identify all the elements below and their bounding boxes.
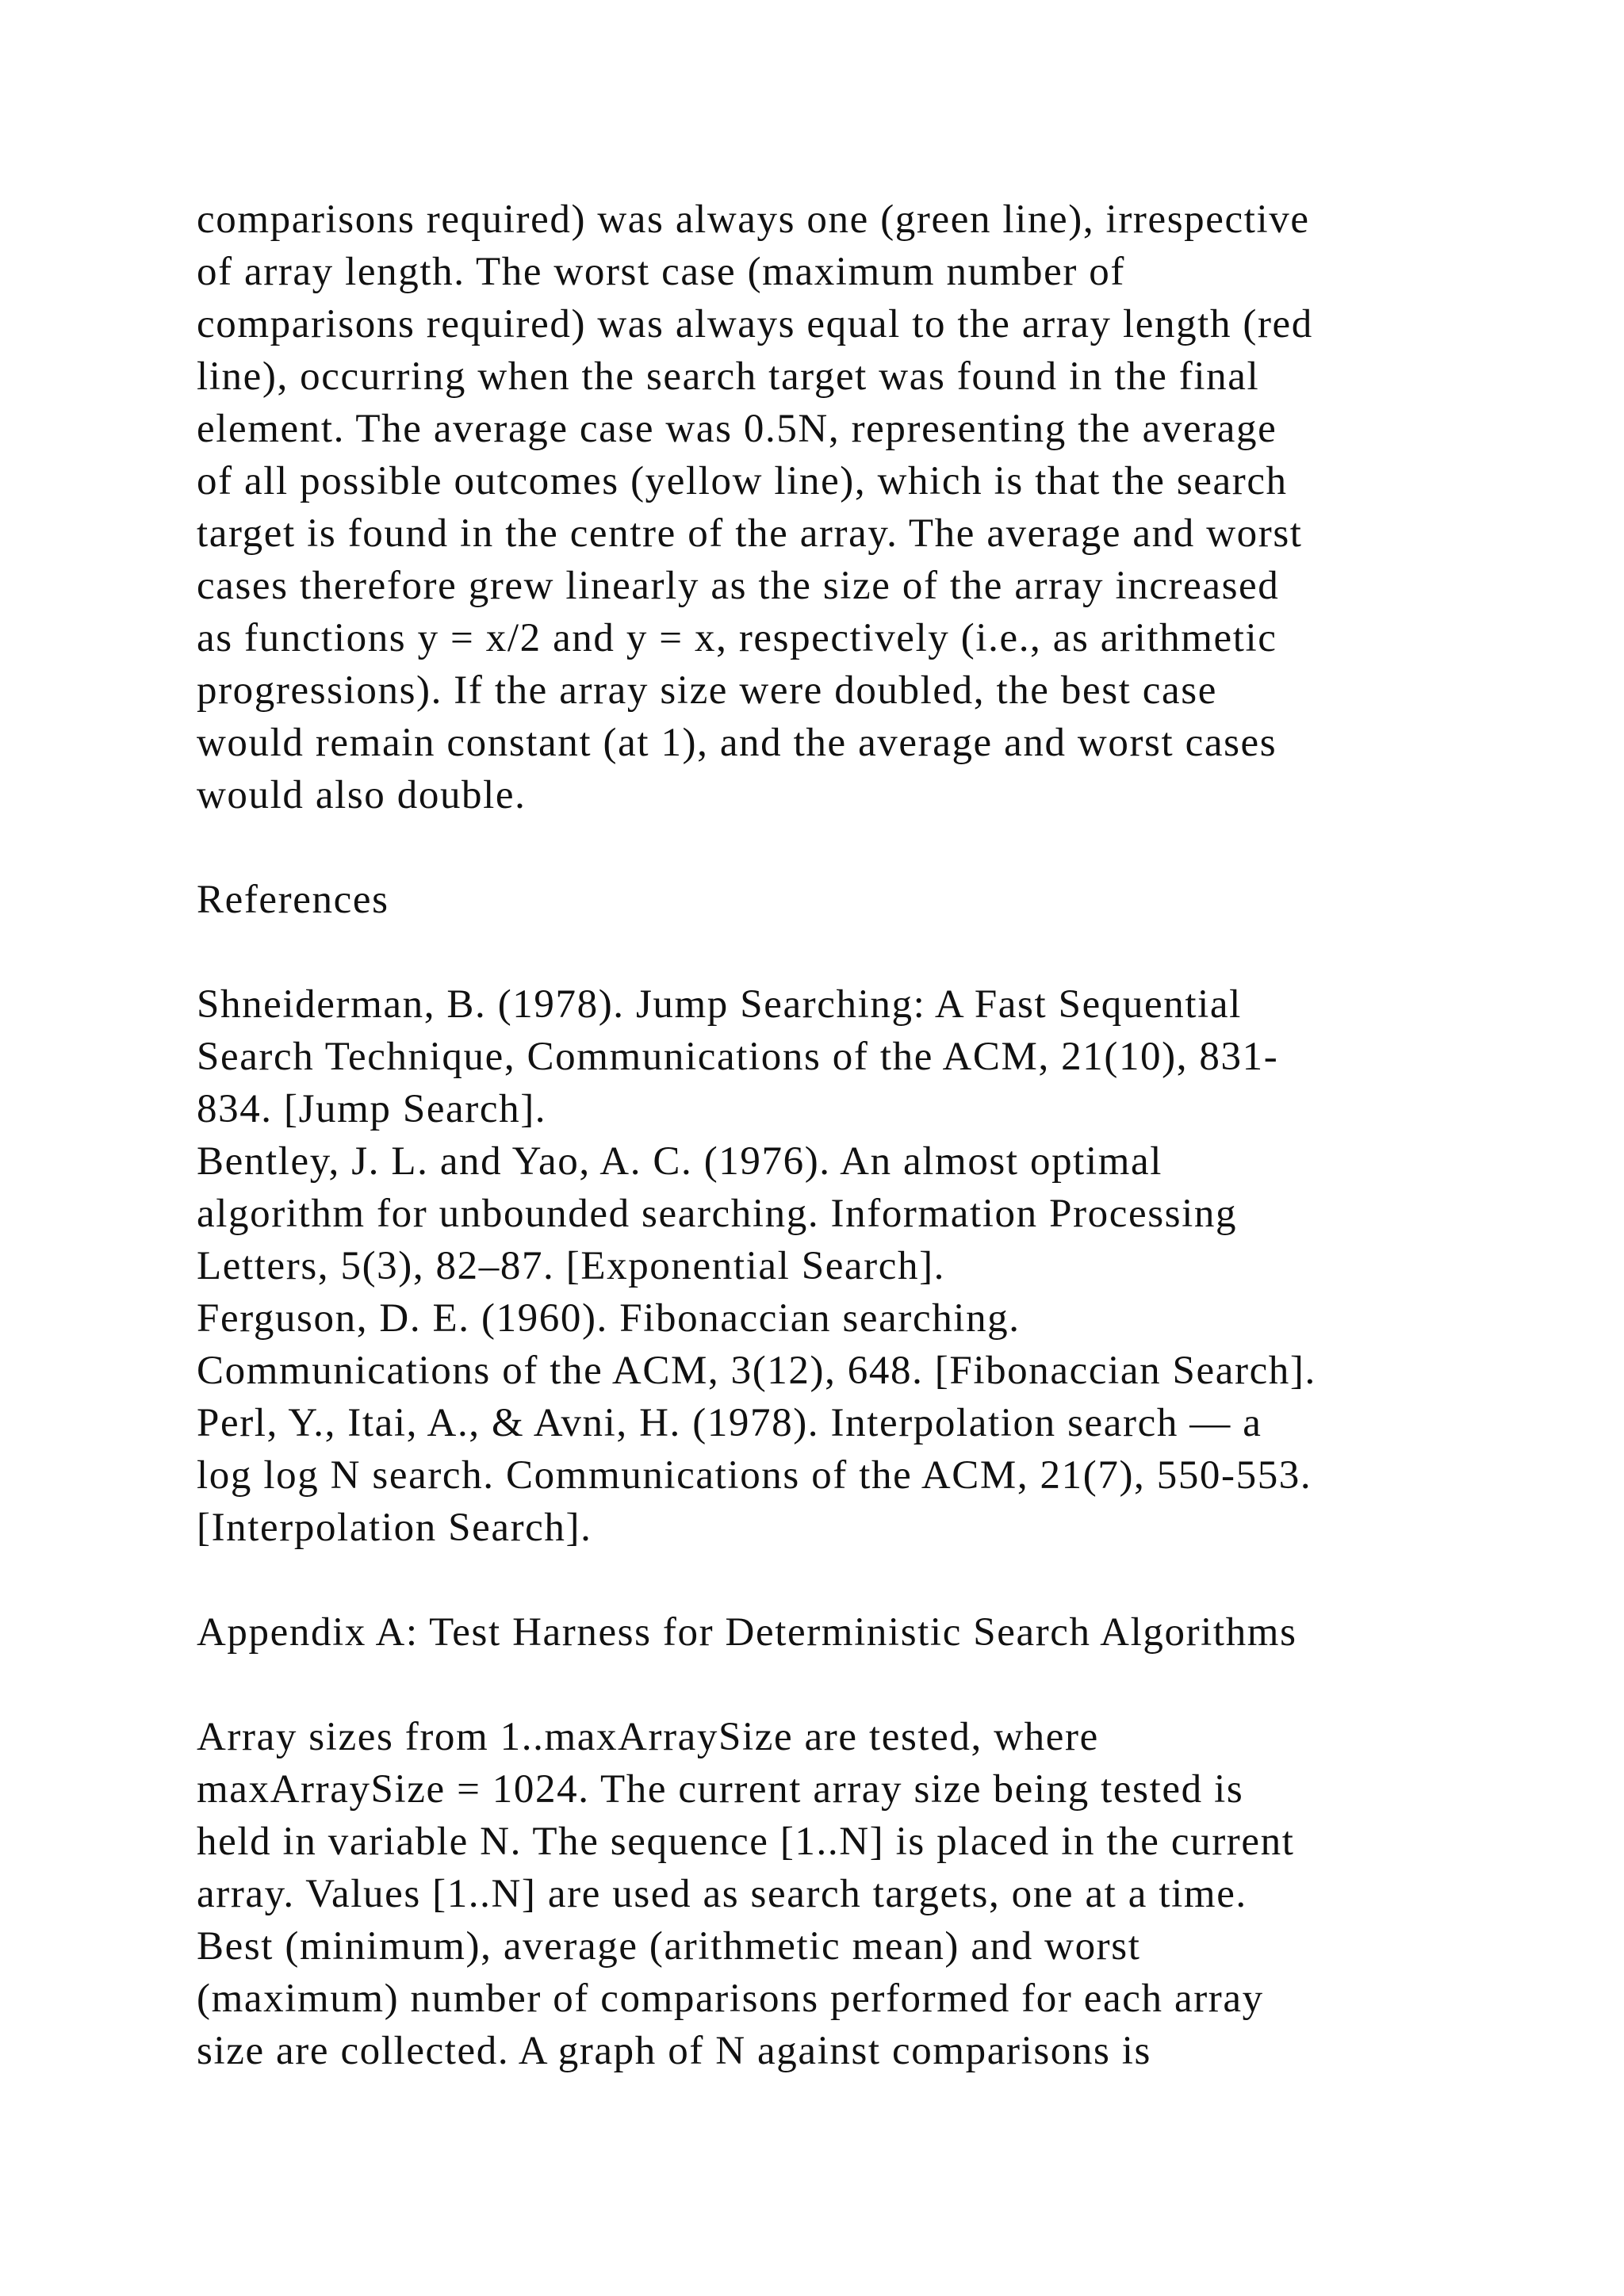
text-line: element. The average case was 0.5N, representing the average: [197, 407, 1277, 451]
text-line: would remain constant (at 1), and the average and worst cases: [197, 721, 1277, 765]
text-line: target is found in the centre of the array. The average and worst: [197, 511, 1303, 556]
text-line: size are collected. A graph of N against comparisons is: [197, 2029, 1151, 2073]
results-paragraph: [197, 193, 1545, 821]
paragraph-spacer: [197, 821, 1545, 874]
text-line: would also double.: [197, 773, 527, 817]
text-line: of array length. The worst case (maximum number of: [197, 250, 1125, 294]
text-line: algorithm for unbounded searching. Information Processing: [197, 1192, 1238, 1236]
text-line: cases therefore grew linearly as the size of the array increased: [197, 564, 1280, 608]
paragraph-spacer: [197, 1659, 1545, 1711]
text-line: comparisons required) was always equal to the array length (red: [197, 302, 1313, 346]
text-line: of all possible outcomes (yellow line), which is that the search: [197, 459, 1288, 503]
text-line: progressions). If the array size were doubled, the best case: [197, 668, 1217, 713]
text-line: line), occurring when the search target was found in the final: [197, 354, 1260, 399]
text-line: as functions y = x/2 and y = x, respectively (i.e., as arithmetic: [197, 616, 1277, 660]
text-line: Bentley, J. L. and Yao, A. C. (1976). An almost optimal: [197, 1139, 1162, 1184]
text-line: Best (minimum), average (arithmetic mean) and worst: [197, 1924, 1141, 1969]
text-line: 834. [Jump Search].: [197, 1087, 547, 1131]
text-line: Letters, 5(3), 82–87. [Exponential Search].: [197, 1244, 946, 1288]
text-line: maxArraySize = 1024. The current array size being tested is: [197, 1767, 1244, 1812]
reference-entry-bentley-yao: [197, 1135, 1545, 1292]
text-line: Communications of the ACM, 3(12), 648. [Fibonaccian Search].: [197, 1349, 1316, 1393]
appendix-heading: Appendix A: Test Harness for Deterministic Search Algorithms: [197, 1610, 1297, 1655]
paragraph-spacer: [197, 1554, 1545, 1606]
text-line: log log N search. Communications of the ACM, 21(7), 550-553.: [197, 1453, 1312, 1498]
references-list: [197, 978, 1545, 1554]
reference-entry-ferguson: [197, 1292, 1545, 1397]
text-line: array. Values [1..N] are used as search targets, one at a time.: [197, 1872, 1247, 1916]
text-line: Perl, Y., Itai, A., & Avni, H. (1978). Interpolation search — a: [197, 1401, 1262, 1445]
text-line: comparisons required) was always one (green line), irrespective: [197, 197, 1310, 242]
text-line: Array sizes from 1..maxArraySize are tested, where: [197, 1715, 1099, 1759]
appendix-paragraph: [197, 1711, 1545, 2077]
text-line: Search Technique, Communications of the ACM, 21(10), 831-: [197, 1035, 1279, 1079]
text-line: [Interpolation Search].: [197, 1506, 592, 1550]
text-line: Shneiderman, B. (1978). Jump Searching: A Fast Sequential: [197, 982, 1242, 1027]
text-line: (maximum) number of comparisons performed for each array: [197, 1976, 1264, 2021]
text-line: Ferguson, D. E. (1960). Fibonaccian searching.: [197, 1296, 1021, 1341]
reference-entry-perl-itai-avni: [197, 1397, 1545, 1554]
text-line: held in variable N. The sequence [1..N] is placed in the current: [197, 1820, 1295, 1864]
paragraph-spacer: [197, 926, 1545, 978]
reference-entry-shneiderman: [197, 978, 1545, 1135]
document-page: [197, 193, 1545, 2077]
references-heading: References: [197, 878, 389, 922]
